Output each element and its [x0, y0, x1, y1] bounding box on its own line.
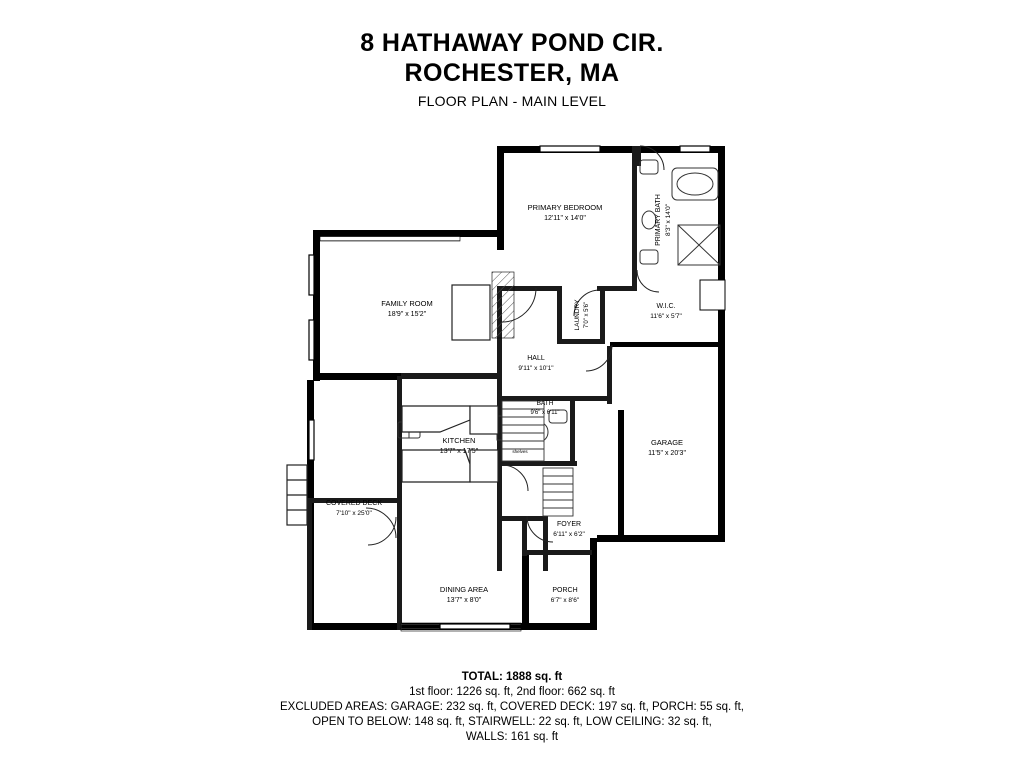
svg-text:7'10" x 25'0": 7'10" x 25'0" — [336, 510, 372, 517]
svg-text:8'3" x 14'0": 8'3" x 14'0" — [665, 203, 672, 237]
floor-breakdown: 1st floor: 1226 sq. ft, 2nd floor: 662 sq. ft — [409, 686, 615, 698]
svg-text:PRIMARY BATH: PRIMARY BATH — [655, 194, 662, 246]
excluded-areas-line-1: EXCLUDED AREAS: GARAGE: 232 sq. ft, COVERED DECK: 197 sq. ft, PORCH: 55 sq. ft, — [280, 701, 744, 713]
svg-text:9'6" x 6'11": 9'6" x 6'11" — [530, 410, 560, 416]
svg-text:PRIMARY BEDROOM: PRIMARY BEDROOM — [527, 203, 603, 212]
plan-area-summary — [0, 670, 1024, 745]
svg-text:DINING AREA: DINING AREA — [439, 585, 489, 594]
svg-text:12'11" x 14'0": 12'11" x 14'0" — [544, 215, 586, 222]
svg-text:W.I.C.: W.I.C. — [656, 303, 676, 310]
svg-text:COVERED DECK: COVERED DECK — [325, 500, 383, 507]
address-line-2: ROCHESTER, MA — [404, 59, 620, 87]
stairs — [502, 401, 573, 516]
windows — [309, 146, 710, 629]
plan-header — [0, 28, 1024, 112]
exterior-walls — [307, 146, 725, 630]
svg-text:11'6" x 5'7": 11'6" x 5'7" — [650, 313, 682, 320]
svg-text:13'7" x 17'5": 13'7" x 17'5" — [439, 448, 479, 455]
svg-text:6'11" x 6'2": 6'11" x 6'2" — [553, 531, 585, 538]
total-sqft: TOTAL: 1888 sq. ft — [461, 671, 563, 683]
plan-subtitle: FLOOR PLAN - MAIN LEVEL — [417, 93, 607, 109]
room-label-primary-bedroom — [528, 203, 603, 222]
deck-rail — [287, 465, 307, 525]
floor-plan-drawing — [0, 120, 1024, 660]
svg-text:BATH: BATH — [536, 400, 554, 407]
svg-text:PORCH: PORCH — [552, 587, 578, 594]
excluded-areas-line-2: OPEN TO BELOW: 148 sq. ft, STAIRWELL: 22 sq. ft, LOW CEILING: 32 sq. ft, — [312, 716, 712, 728]
room-label-wic — [650, 303, 682, 320]
room-label-garage — [648, 438, 686, 457]
room-label-kitchen — [440, 436, 479, 455]
svg-text:11'5" x 20'3": 11'5" x 20'3" — [648, 450, 686, 457]
svg-text:9'11" x 10'1": 9'11" x 10'1" — [518, 365, 554, 372]
svg-text:HALL: HALL — [527, 355, 545, 362]
room-label-porch — [551, 587, 580, 604]
room-label-primary-bath — [655, 194, 672, 246]
svg-text:shelves: shelves — [512, 449, 528, 454]
room-label-foyer — [553, 521, 585, 538]
svg-text:KITCHEN: KITCHEN — [442, 436, 476, 445]
svg-text:13'7" x 8'0": 13'7" x 8'0" — [446, 597, 482, 604]
label-shelves — [512, 449, 528, 454]
room-label-laundry — [574, 299, 590, 331]
svg-text:LAUNDRY: LAUNDRY — [574, 299, 581, 331]
svg-text:7'0" x 5'6": 7'0" x 5'6" — [584, 301, 590, 329]
svg-text:GARAGE: GARAGE — [650, 438, 684, 447]
address-line-1: 8 HATHAWAY POND CIR. — [360, 29, 664, 57]
room-label-family-room — [381, 299, 432, 318]
svg-text:FAMILY ROOM: FAMILY ROOM — [381, 299, 433, 308]
room-label-dining-area — [440, 585, 488, 604]
svg-text:FOYER: FOYER — [556, 521, 582, 528]
room-label-hall — [518, 355, 554, 372]
excluded-areas-line-3: WALLS: 161 sq. ft — [465, 731, 559, 743]
svg-text:18'9" x 15'2": 18'9" x 15'2" — [387, 311, 427, 318]
svg-text:6'7" x 8'6": 6'7" x 8'6" — [550, 597, 580, 604]
